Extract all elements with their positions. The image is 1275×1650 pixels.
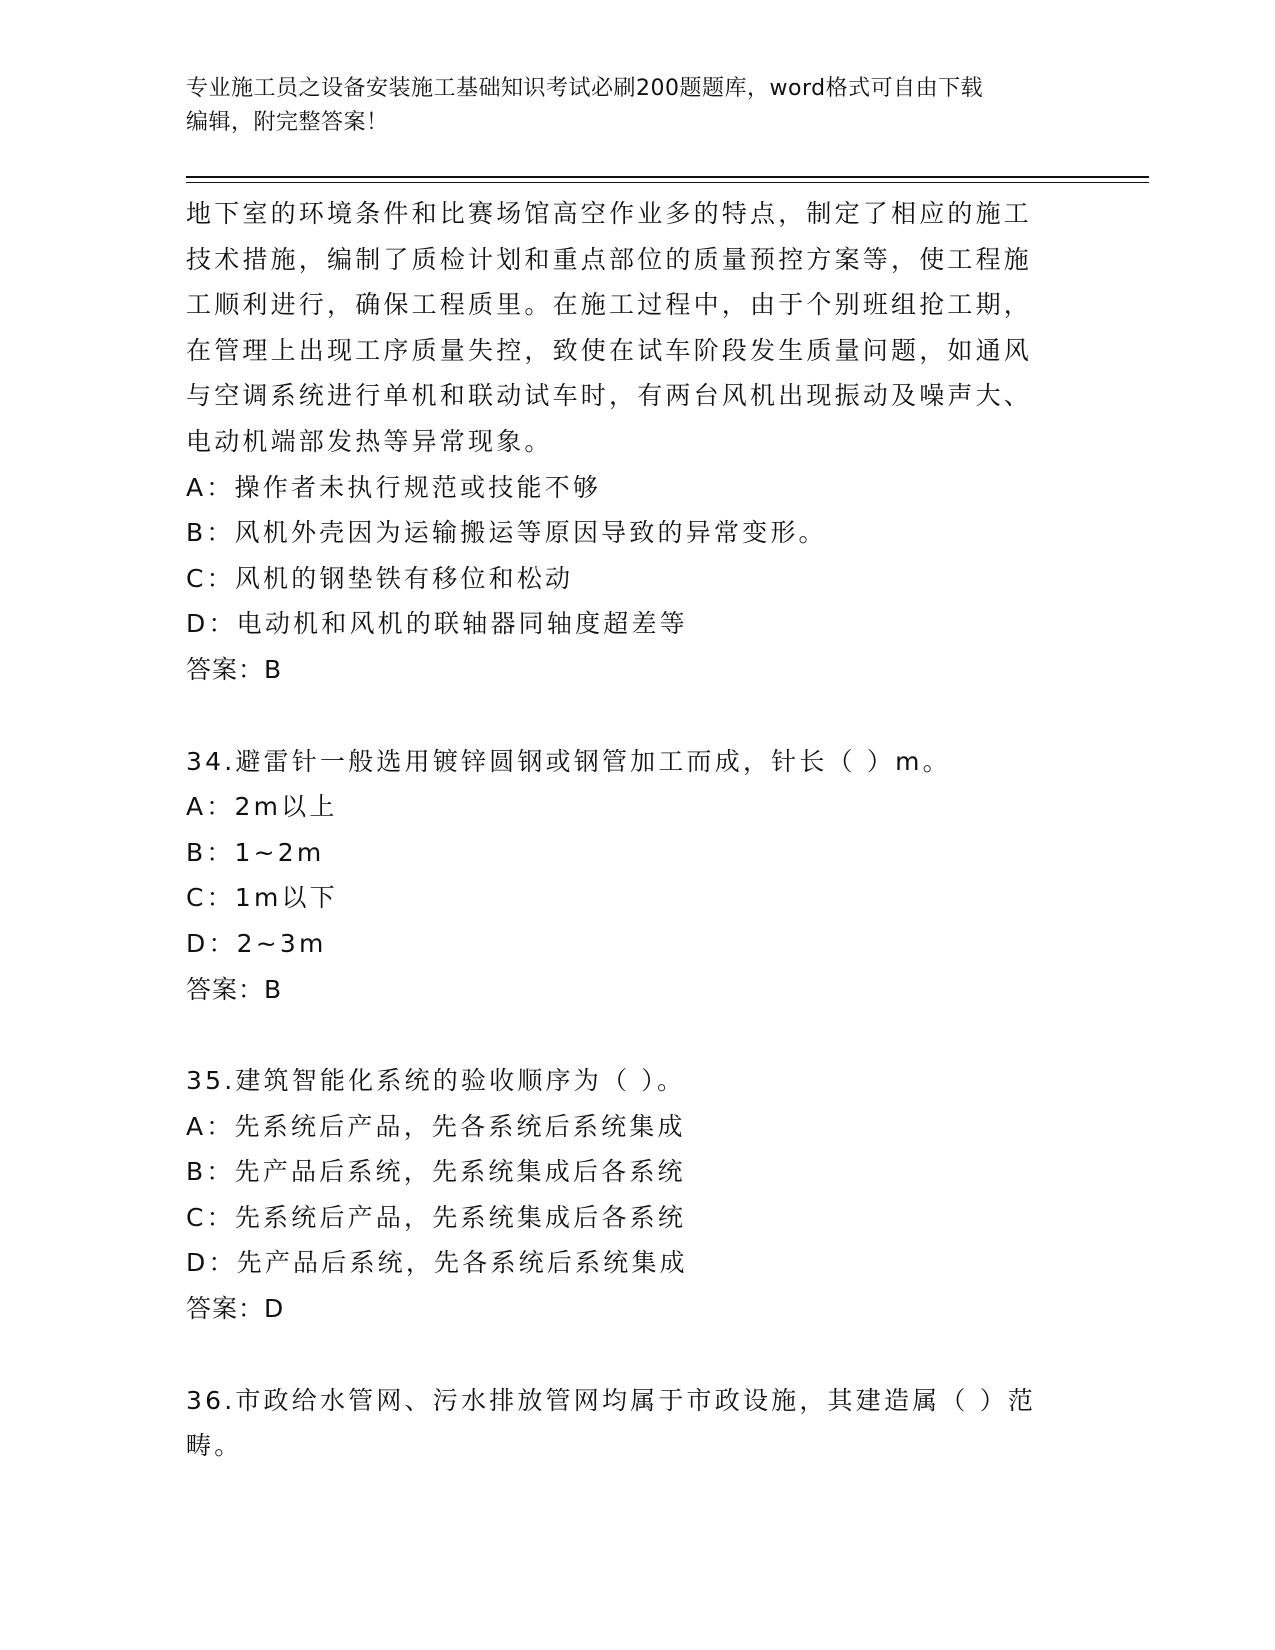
- header-divider-thick: [186, 176, 1149, 178]
- question-stem-line: 电动机端部发热等异常现象。: [186, 426, 553, 456]
- question-stem-line: 工顺利进行，确保工程质里。在施工过程中，由于个别班组抢工期，: [186, 290, 1033, 320]
- question-block-35: [186, 1058, 1086, 1332]
- question-stem-line: 35.建筑智能化系统的验收顺序为（ ）。: [186, 1066, 686, 1096]
- spacer: [186, 693, 1086, 739]
- question-stem-line: 36.市政给水管网、污水排放管网均属于市政设施，其建造属（ ）范: [186, 1385, 1037, 1415]
- option-a: A：操作者未执行规范或技能不够: [186, 472, 602, 502]
- option-d: D：2~3m: [186, 928, 327, 958]
- question-block-36: [186, 1378, 1086, 1469]
- option-c: C：先系统后产品，先系统集成后各系统: [186, 1202, 687, 1232]
- question-block-33: [186, 191, 1086, 693]
- option-b: B：1~2m: [186, 837, 325, 867]
- document-header: [186, 72, 1086, 140]
- option-d: D：电动机和风机的联轴器同轴度超差等: [186, 609, 688, 639]
- header-divider-thin: [186, 182, 1149, 183]
- answer-line: 答案：B: [186, 974, 283, 1004]
- option-a: A：2m以上: [186, 792, 338, 822]
- option-c: C：1m以下: [186, 883, 338, 913]
- question-block-34: [186, 739, 1086, 1013]
- answer-line: 答案：B: [186, 654, 283, 684]
- question-stem-line: 34.避雷针一般选用镀锌圆钢或钢管加工而成，针长（ ）m。: [186, 746, 951, 776]
- spacer: [186, 1012, 1086, 1058]
- question-stem-line: 地下室的环境条件和比赛场馆高空作业多的特点，制定了相应的施工: [186, 199, 1033, 228]
- option-a: A：先系统后产品，先各系统后系统集成: [186, 1111, 686, 1141]
- question-stem-line: 畴。: [186, 1431, 243, 1461]
- header-line-1: 专业施工员之设备安装施工基础知识考试必刷200题题库，word格式可自由下载: [186, 76, 984, 101]
- option-b: B：风机外壳因为运输搬运等原因导致的异常变形。: [186, 518, 827, 548]
- question-content: [186, 191, 1086, 1469]
- spacer: [186, 1332, 1086, 1378]
- option-d: D：先产品后系统，先各系统后系统集成: [186, 1248, 688, 1278]
- option-c: C：风机的钢垫铁有移位和松动: [186, 563, 574, 593]
- question-stem-line: 与空调系统进行单机和联动试车时，有两台风机出现振动及噪声大、: [186, 381, 1033, 411]
- question-stem-line: 在管理上出现工序质量失控，致使在试车阶段发生质量问题，如通风: [186, 335, 1033, 365]
- option-b: B：先产品后系统，先系统集成后各系统: [186, 1157, 686, 1187]
- answer-line: 答案：D: [186, 1294, 285, 1324]
- question-stem-line: 技术措施，编制了质检计划和重点部位的质量预控方案等，使工程施: [186, 244, 1033, 274]
- header-line-2: 编辑，附完整答案！: [186, 110, 389, 135]
